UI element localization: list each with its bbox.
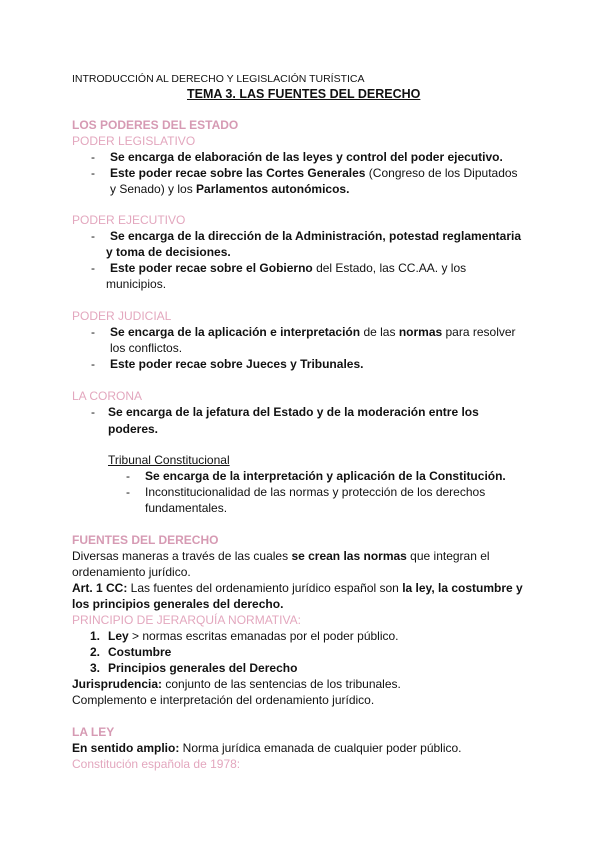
plain-text: de las — [360, 325, 399, 339]
bullet-dash: - — [126, 485, 130, 499]
bold-text: se crean las normas — [291, 549, 407, 563]
bullet-dash: - — [91, 261, 95, 275]
heading-la-ley: LA LEY — [72, 725, 115, 739]
plain-text: Diversas maneras a través de las cuales — [72, 549, 292, 563]
bold-text: Art. 1 CC: — [72, 581, 128, 595]
bold-text: normas — [398, 325, 443, 339]
judicial-bullet-2: Este poder recae sobre Jueces y Tribunales. — [110, 357, 364, 371]
legislativo-bullet-2-cont — [110, 181, 349, 197]
tribunal-bullet-1: Se encarga de la interpretación y aplicación de la Constitución. — [145, 469, 506, 483]
plain-text: del Estado, las CC.AA. y los — [312, 261, 467, 275]
bullet-dash: - — [91, 357, 95, 371]
bullet-dash: - — [126, 469, 130, 483]
plain-text: conjunto de las sentencias de los tribunales. — [162, 677, 401, 691]
plain-text: y Senado) y los — [110, 182, 197, 196]
art-1-cc-cont: los principios generales del derecho. — [72, 597, 284, 611]
jerarquia-item-principios: Principios generales del Derecho — [108, 661, 298, 675]
label-constitucion: Constitución española de 1978: — [72, 757, 241, 771]
fuentes-intro-cont: ordenamiento jurídico. — [72, 565, 191, 579]
heading-poderes: LOS PODERES DEL ESTADO — [72, 118, 239, 132]
bullet-dash: - — [91, 325, 95, 339]
heading-fuentes: FUENTES DEL DERECHO — [72, 533, 219, 547]
bold-text: la ley, la costumbre y — [402, 581, 523, 595]
course-header: INTRODUCCIÓN AL DERECHO Y LEGISLACIÓN TURÍSTICA — [72, 73, 365, 85]
tribunal-bullet-2: Inconstitucionalidad de las normas y protección de los derechos — [145, 485, 486, 499]
ejecutivo-bullet-2-cont: municipios. — [106, 277, 167, 291]
label-la-corona: LA CORONA — [72, 389, 143, 403]
label-poder-judicial: PODER JUDICIAL — [72, 309, 172, 323]
plain-text: > normas escritas emanadas por el poder público. — [128, 629, 399, 643]
bold-text: Este poder recae sobre el Gobierno — [110, 261, 313, 275]
corona-bullet-1: Se encarga de la jefatura del Estado y de la moderación entre los — [108, 405, 479, 419]
list-number: 1. — [90, 629, 101, 643]
bullet-dash: - — [91, 229, 95, 243]
tribunal-bullet-2-cont: fundamentales. — [145, 501, 228, 515]
bold-text: Jurisprudencia: — [72, 677, 163, 691]
bullet-dash: - — [91, 150, 95, 164]
jerarquia-item-ley — [108, 628, 399, 644]
bold-text: En sentido amplio: — [72, 741, 180, 755]
bold-text: Parlamentos autonómicos. — [196, 182, 350, 196]
label-poder-legislativo: PODER LEGISLATIVO — [72, 134, 196, 148]
bullet-dash: - — [91, 405, 95, 419]
plain-text: que integran el — [406, 549, 490, 563]
plain-text: para resolver — [442, 325, 516, 339]
complemento: Complemento e interpretación del ordenamiento jurídico. — [72, 693, 375, 707]
label-tribunal-constitucional: Tribunal Constitucional — [108, 453, 230, 467]
jerarquia-item-costumbre: Costumbre — [108, 645, 172, 659]
plain-text: Las fuentes del ordenamiento jurídico español son — [127, 581, 403, 595]
judicial-bullet-1 — [110, 324, 516, 340]
fuentes-intro — [72, 548, 490, 564]
bold-text: Ley — [108, 629, 129, 643]
document-title: TEMA 3. LAS FUENTES DEL DERECHO — [187, 87, 421, 101]
ejecutivo-bullet-1-cont: y toma de decisiones. — [106, 245, 231, 259]
sentido-amplio — [72, 740, 462, 756]
plain-text: Norma jurídica emanada de cualquier poder público. — [179, 741, 462, 755]
legislativo-bullet-2 — [110, 165, 518, 181]
bold-text: Se encarga de la aplicación e interpretación — [110, 325, 361, 339]
bold-text: Este poder recae sobre las Cortes Generales — [110, 166, 366, 180]
art-1-cc — [72, 580, 523, 596]
plain-text: (Congreso de los Diputados — [365, 166, 518, 180]
list-number: 3. — [90, 661, 101, 675]
list-number: 2. — [90, 645, 101, 659]
ejecutivo-bullet-1: Se encarga de la dirección de la Administración, potestad reglamentaria — [110, 229, 522, 243]
label-poder-ejecutivo: PODER EJECUTIVO — [72, 213, 186, 227]
label-jerarquia: PRINCIPIO DE JERARQUÍA NORMATIVA: — [72, 613, 301, 627]
ejecutivo-bullet-2 — [110, 260, 466, 276]
judicial-bullet-1-cont: los conflictos. — [110, 341, 183, 355]
corona-bullet-1-cont: poderes. — [108, 422, 159, 436]
legislativo-bullet-1: Se encarga de elaboración de las leyes y control del poder ejecutivo. — [110, 150, 503, 164]
jurisprudencia — [72, 676, 401, 692]
bullet-dash: - — [91, 166, 95, 180]
